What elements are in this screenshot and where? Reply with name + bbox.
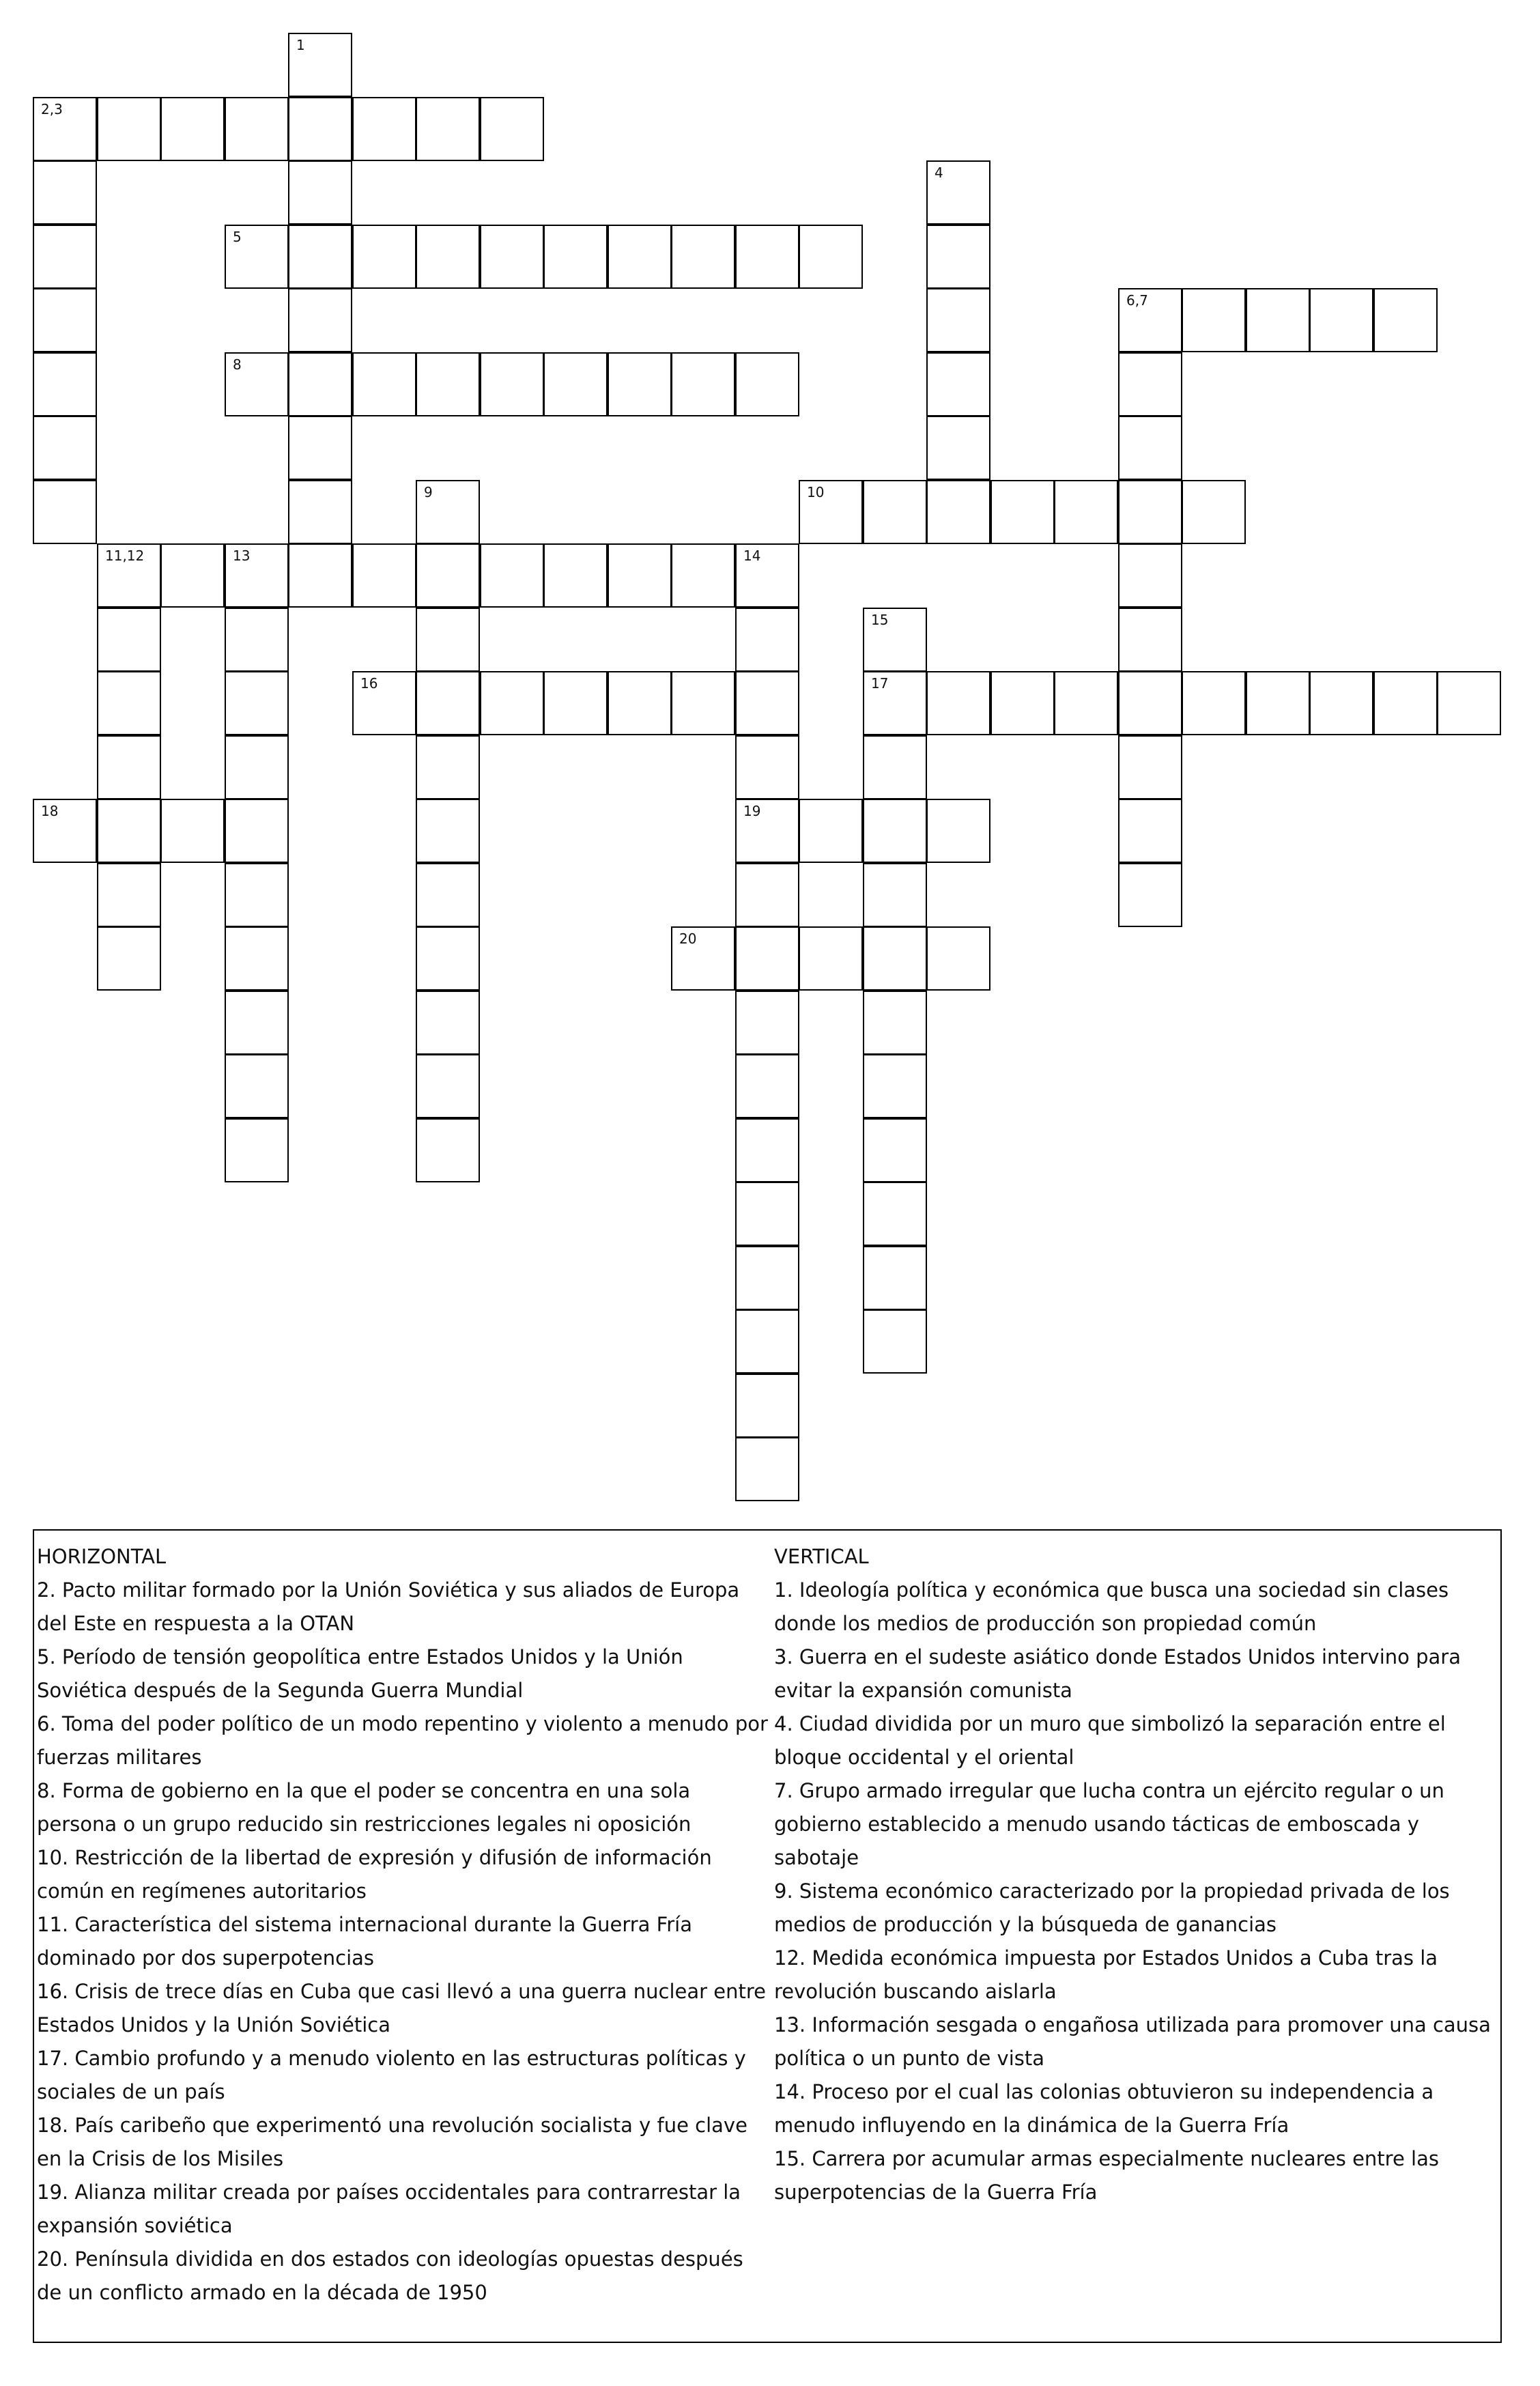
grid-cell[interactable] [225,225,289,289]
grid-cell[interactable] [799,225,863,289]
grid-cell[interactable] [480,97,544,161]
grid-cell[interactable] [33,352,97,416]
clue-h-6: 6. Toma del poder político de un modo repentino y violento a menudo por fuerzas militares [37,1712,768,1769]
grid-cell[interactable] [160,97,225,161]
grid-cell[interactable] [735,352,799,416]
grid-cell[interactable] [799,799,863,863]
grid-cell[interactable] [225,1054,289,1118]
grid-cell[interactable] [416,1054,480,1118]
grid-cell[interactable] [926,926,990,991]
grid-cell[interactable] [926,799,990,863]
grid-cell[interactable] [863,1182,927,1246]
grid-cell[interactable] [416,608,480,672]
grid-cell[interactable] [863,799,927,863]
grid-cell[interactable] [352,671,416,735]
grid-cell[interactable] [225,991,289,1055]
grid-cell[interactable] [735,799,799,863]
grid-cell[interactable] [799,926,863,991]
vertical-clues [774,1540,1499,2209]
grid-cell[interactable] [671,225,735,289]
grid-cell[interactable] [1118,671,1182,735]
grid-cell[interactable] [1309,288,1373,352]
grid-cell[interactable] [416,799,480,863]
grid-cell[interactable] [97,799,161,863]
grid-cell[interactable] [1309,671,1373,735]
grid-cell[interactable] [97,863,161,927]
grid-cell[interactable] [225,799,289,863]
grid-cell[interactable] [735,1246,799,1310]
grid-cell[interactable] [863,863,927,927]
grid-cell[interactable] [97,97,161,161]
vertical-title: VERTICAL [774,1545,869,1568]
grid-cell[interactable] [1182,480,1246,544]
clue-v-13: 13. Información sesgada o engañosa utilizada para promover una causa política o un punto de vista [774,2013,1491,2070]
grid-cell[interactable] [543,352,608,416]
clue-h-17: 17. Cambio profundo y a menudo violento en las estructuras políticas y sociales de un país [37,2047,746,2103]
grid-cell[interactable] [97,671,161,735]
clue-number: 13 [233,548,251,564]
grid-cell[interactable] [671,926,735,991]
clue-number: 4 [935,165,943,181]
grid-cell[interactable] [33,480,97,544]
grid-cell[interactable] [926,225,990,289]
grid-cell[interactable] [735,863,799,927]
grid-cell[interactable] [735,1054,799,1118]
grid-cell[interactable] [926,160,990,225]
grid-cell[interactable] [608,352,672,416]
grid-cell[interactable] [288,33,352,97]
grid-cell[interactable] [416,926,480,991]
grid-cell[interactable] [735,1309,799,1374]
horizontal-title: HORIZONTAL [37,1545,167,1568]
grid-cell[interactable] [735,735,799,799]
grid-cell[interactable] [480,671,544,735]
grid-cell[interactable] [225,352,289,416]
clue-h-16: 16. Crisis de trece días en Cuba que casi llevó a una guerra nuclear entre Estados Unidos y la Unión Soviética [37,1980,767,2036]
grid-cell[interactable] [352,543,416,608]
grid-cell[interactable] [33,225,97,289]
grid-cell[interactable] [225,863,289,927]
grid-cell[interactable] [480,352,544,416]
clue-number: 11,12 [105,548,145,564]
clue-v-14: 14. Proceso por el cual las colonias obtuvieron su independencia a menudo influyendo en la dinámica de la Guerra Fría [774,2080,1434,2137]
grid-cell[interactable] [225,926,289,991]
grid-cell[interactable] [1246,671,1310,735]
grid-cell[interactable] [225,735,289,799]
grid-cell[interactable] [735,1374,799,1438]
grid-cell[interactable] [863,1309,927,1374]
grid-cell[interactable] [735,608,799,672]
grid-cell[interactable] [735,225,799,289]
clue-h-10: 10. Restricción de la libertad de expresión y difusión de información común en regímenes autoritarios [37,1846,712,1903]
grid-cell[interactable] [671,671,735,735]
clue-number: 15 [871,612,889,628]
clue-number: 17 [871,675,889,692]
grid-cell[interactable] [352,97,416,161]
clue-number: 5 [233,229,242,245]
grid-cell[interactable] [1118,288,1182,352]
clue-number: 6,7 [1126,292,1148,309]
grid-cell[interactable] [863,671,927,735]
grid-cell[interactable] [97,543,161,608]
grid-cell[interactable] [97,735,161,799]
clue-h-19: 19. Alianza militar creada por países occidentales para contrarrestar la expansión soviética [37,2181,741,2237]
clue-h-2: 2. Pacto militar formado por la Unión Soviética y sus aliados de Europa del Este en respuesta a la OTAN [37,1578,740,1635]
grid-cell[interactable] [416,991,480,1055]
grid-cell[interactable] [416,1118,480,1182]
clue-h-18: 18. País caribeño que experimentó una revolución socialista y fue clave en la Crisis de los Misiles [37,2114,747,2170]
grid-cell[interactable] [97,608,161,672]
grid-cell[interactable] [735,991,799,1055]
grid-cell[interactable] [1182,288,1246,352]
grid-cell[interactable] [225,671,289,735]
grid-cell[interactable] [926,288,990,352]
clue-v-9: 9. Sistema económico caracterizado por la propiedad privada de los medios de producción y la búsqueda de ganancias [774,1879,1450,1936]
grid-cell[interactable] [863,926,927,991]
grid-cell[interactable] [33,97,97,161]
grid-cell[interactable] [926,480,990,544]
grid-cell[interactable] [225,1118,289,1182]
grid-cell[interactable] [1118,863,1182,927]
grid-cell[interactable] [416,671,480,735]
grid-cell[interactable] [735,1437,799,1501]
grid-cell[interactable] [1118,480,1182,544]
horizontal-clues [37,1540,774,2310]
clue-h-5: 5. Período de tensión geopolítica entre Estados Unidos y la Unión Soviética después de la Segunda Guerra Mundial [37,1645,683,1702]
grid-cell[interactable] [926,671,990,735]
grid-cell[interactable] [799,480,863,544]
grid-cell[interactable] [288,160,352,225]
grid-cell[interactable] [1054,480,1118,544]
clue-number: 2,3 [41,101,63,117]
grid-cell[interactable] [1182,671,1246,735]
grid-cell[interactable] [735,671,799,735]
grid-cell[interactable] [990,671,1055,735]
grid-cell[interactable] [543,225,608,289]
clue-number: 10 [807,484,825,500]
grid-cell[interactable] [1118,416,1182,480]
grid-cell[interactable] [1246,288,1310,352]
grid-cell[interactable] [1437,671,1501,735]
grid-cell[interactable] [990,480,1055,544]
grid-cell[interactable] [926,352,990,416]
grid-cell[interactable] [735,1182,799,1246]
grid-cell[interactable] [288,225,352,289]
grid-cell[interactable] [288,288,352,352]
grid-cell[interactable] [33,416,97,480]
grid-cell[interactable] [1118,799,1182,863]
grid-cell[interactable] [416,863,480,927]
grid-cell[interactable] [1118,543,1182,608]
grid-cell[interactable] [543,543,608,608]
grid-cell[interactable] [863,1246,927,1310]
grid-cell[interactable] [288,97,352,161]
clues-box [33,1529,1502,2343]
grid-cell[interactable] [1373,288,1438,352]
grid-cell[interactable] [671,543,735,608]
grid-cell[interactable] [352,352,416,416]
clue-v-4: 4. Ciudad dividida por un muro que simbolizó la separación entre el bloque occidental y el oriental [774,1712,1446,1769]
grid-cell[interactable] [352,225,416,289]
clue-v-1: 1. Ideología política y económica que busca una sociedad sin clases donde los medios de producción son propiedad común [774,1578,1449,1635]
grid-cell[interactable] [926,416,990,480]
grid-cell[interactable] [416,352,480,416]
grid-cell[interactable] [225,608,289,672]
grid-cell[interactable] [608,671,672,735]
grid-cell[interactable] [863,608,927,672]
grid-cell[interactable] [480,543,544,608]
grid-cell[interactable] [735,1118,799,1182]
grid-cell[interactable] [863,1054,927,1118]
grid-cell[interactable] [1118,735,1182,799]
grid-cell[interactable] [863,991,927,1055]
grid-cell[interactable] [1118,608,1182,672]
grid-cell[interactable] [863,480,927,544]
clue-number: 9 [424,484,433,500]
grid-cell[interactable] [1054,671,1118,735]
grid-cell[interactable] [1373,671,1438,735]
clue-number: 18 [41,803,59,819]
clue-v-3: 3. Guerra en el sudeste asiático donde Estados Unidos intervino para evitar la expansión comunista [774,1645,1461,1702]
grid-cell[interactable] [160,799,225,863]
grid-cell[interactable] [33,799,97,863]
grid-cell[interactable] [33,160,97,225]
grid-cell[interactable] [543,671,608,735]
clue-h-20: 20. Península dividida en dos estados con ideologías opuestas después de un conflicto armado en la década de 1950 [37,2247,743,2304]
grid-cell[interactable] [288,352,352,416]
clue-h-11: 11. Característica del sistema internacional durante la Guerra Fría dominado por dos superpotencias [37,1913,692,1970]
grid-cell[interactable] [1118,352,1182,416]
grid-cell[interactable] [288,416,352,480]
grid-cell[interactable] [225,543,289,608]
clue-v-12: 12. Medida económica impuesta por Estados Unidos a Cuba tras la revolución buscando aislarla [774,1946,1438,2003]
grid-cell[interactable] [735,543,799,608]
grid-cell[interactable] [416,735,480,799]
clue-number: 20 [679,931,697,947]
grid-cell[interactable] [416,480,480,544]
grid-cell[interactable] [33,288,97,352]
grid-cell[interactable] [160,543,225,608]
grid-cell[interactable] [225,97,289,161]
grid-cell[interactable] [480,225,544,289]
grid-cell[interactable] [97,926,161,991]
grid-cell[interactable] [671,352,735,416]
clue-number: 14 [743,548,761,564]
clue-number: 8 [233,356,242,373]
grid-cell[interactable] [863,1118,927,1182]
grid-cell[interactable] [416,543,480,608]
grid-cell[interactable] [416,97,480,161]
grid-cell[interactable] [608,543,672,608]
grid-cell[interactable] [735,926,799,991]
clue-v-15: 15. Carrera por acumular armas especialmente nucleares entre las superpotencias de la Guerra Fría [774,2147,1439,2204]
clue-number: 16 [360,675,378,692]
clue-number: 1 [296,37,305,53]
grid-cell[interactable] [863,735,927,799]
grid-cell[interactable] [416,225,480,289]
clue-v-7: 7. Grupo armado irregular que lucha contra un ejército regular o un gobierno establecido a menudo usando tácticas de emboscada y sabotaje [774,1779,1444,1869]
clue-number: 19 [743,803,761,819]
clue-h-8: 8. Forma de gobierno en la que el poder se concentra en una sola persona o un grupo reducido sin restricciones legales ni oposición [37,1779,691,1836]
grid-cell[interactable] [288,480,352,544]
grid-cell[interactable] [608,225,672,289]
grid-cell[interactable] [288,543,352,608]
